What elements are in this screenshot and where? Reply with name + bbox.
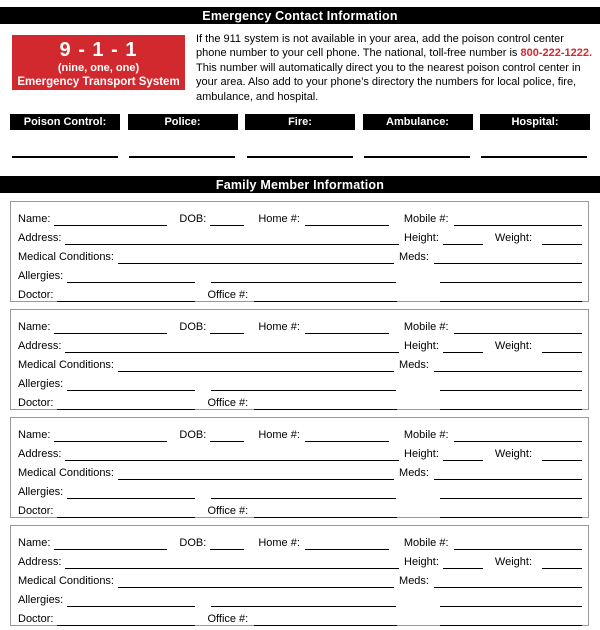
member-row-allergies [18, 264, 582, 283]
meds-label: Meds: [399, 467, 429, 480]
meds-blank[interactable] [434, 467, 582, 480]
office-phone-label: Office #: [207, 505, 249, 518]
instructions-paragraph [196, 32, 594, 104]
office-phone-blank[interactable] [254, 289, 397, 302]
allergies-continued-blank[interactable] [211, 486, 396, 499]
poison-control-number-blank[interactable] [12, 156, 118, 158]
medical-conditions-blank[interactable] [118, 251, 394, 264]
meds-label: Meds: [399, 359, 429, 372]
address-label: Address: [18, 340, 62, 353]
meds-continued-blank-1[interactable] [440, 378, 582, 391]
meds-blank[interactable] [434, 359, 582, 372]
instructions-text-before: If the 911 system is not available in your area, add the poison control center phone number to your cell phone. The national, toll-free number is [196, 33, 564, 60]
dob-label: DOB: [179, 429, 207, 442]
meds-label: Meds: [399, 251, 429, 264]
home-phone-label: Home #: [258, 429, 300, 442]
home-phone-blank[interactable] [305, 429, 389, 442]
meds-blank[interactable] [434, 251, 582, 264]
allergies-label: Allergies: [18, 378, 64, 391]
address-label: Address: [18, 232, 62, 245]
medical-conditions-label: Medical Conditions: [18, 575, 114, 588]
doctor-blank[interactable] [57, 613, 195, 626]
poison-control-phone-number: 800-222-1222. [520, 47, 593, 60]
mobile-phone-blank[interactable] [454, 321, 582, 334]
address-blank[interactable] [65, 448, 399, 461]
weight-blank[interactable] [542, 448, 582, 461]
doctor-blank[interactable] [57, 289, 195, 302]
member-row-medical [18, 569, 582, 588]
height-label: Height: [404, 556, 439, 569]
mobile-phone-blank[interactable] [454, 429, 582, 442]
mobile-phone-blank[interactable] [454, 537, 582, 550]
family-section-title-bar [0, 176, 600, 193]
member-row-address [18, 442, 582, 461]
family-member-card [10, 525, 589, 626]
height-label: Height: [404, 448, 439, 461]
medical-conditions-blank[interactable] [118, 467, 394, 480]
member-row-address [18, 226, 582, 245]
emergency-contacts-labels-row [10, 114, 590, 130]
meds-continued-blank-2[interactable] [440, 289, 582, 302]
contact-label-fire: Fire: [245, 114, 355, 130]
meds-continued-blank-2[interactable] [440, 613, 582, 626]
doctor-label: Doctor: [18, 613, 54, 626]
medical-conditions-label: Medical Conditions: [18, 359, 114, 372]
office-phone-label: Office #: [207, 613, 249, 626]
page-title: Emergency Contact Information [202, 8, 398, 23]
name-blank[interactable] [54, 537, 167, 550]
name-blank[interactable] [54, 321, 167, 334]
meds-continued-blank-2[interactable] [440, 397, 582, 410]
name-label: Name: [18, 429, 51, 442]
911-caption: Emergency Transport System [17, 76, 180, 88]
ambulance-number-blank[interactable] [364, 156, 470, 158]
dob-blank[interactable] [210, 429, 244, 442]
member-row-doctor [18, 391, 582, 410]
address-label: Address: [18, 556, 62, 569]
contact-label-poison-control: Poison Control: [10, 114, 120, 130]
doctor-blank[interactable] [57, 397, 195, 410]
family-section-title: Family Member Information [215, 177, 385, 192]
allergies-blank[interactable] [67, 486, 195, 499]
family-member-card [10, 417, 589, 518]
allergies-blank[interactable] [67, 270, 195, 283]
doctor-label: Doctor: [18, 397, 54, 410]
allergies-continued-blank[interactable] [211, 270, 396, 283]
allergies-blank[interactable] [67, 378, 195, 391]
hospital-number-blank[interactable] [481, 156, 587, 158]
police-number-blank[interactable] [129, 156, 235, 158]
allergies-label: Allergies: [18, 270, 64, 283]
member-row-name [18, 315, 582, 334]
office-phone-blank[interactable] [254, 505, 397, 518]
name-blank[interactable] [54, 213, 167, 226]
home-phone-blank[interactable] [305, 321, 389, 334]
member-row-allergies [18, 588, 582, 607]
member-row-doctor [18, 283, 582, 302]
weight-blank[interactable] [542, 340, 582, 353]
member-row-allergies [18, 480, 582, 499]
911-callout-box [12, 35, 185, 90]
name-label: Name: [18, 537, 51, 550]
instructions-text-after: This number will automatically direct you to the nearest poison control center in your area. Also add to your phone’s directory the numbers for local police, fire, ambulance, and hospital. [196, 61, 581, 103]
member-row-address [18, 550, 582, 569]
911-number: 9 - 1 - 1 [59, 39, 138, 61]
member-row-name [18, 207, 582, 226]
meds-continued-blank-2[interactable] [440, 505, 582, 518]
medical-conditions-blank[interactable] [118, 359, 394, 372]
height-label: Height: [404, 340, 439, 353]
emergency-contact-form [0, 7, 600, 630]
weight-label: Weight: [494, 232, 532, 245]
medical-conditions-blank[interactable] [118, 575, 394, 588]
doctor-blank[interactable] [57, 505, 195, 518]
home-phone-blank[interactable] [305, 213, 389, 226]
member-row-medical [18, 353, 582, 372]
dob-label: DOB: [179, 321, 207, 334]
member-row-address [18, 334, 582, 353]
meds-continued-blank-1[interactable] [440, 594, 582, 607]
member-row-medical [18, 461, 582, 480]
weight-label: Weight: [494, 556, 532, 569]
member-row-doctor [18, 607, 582, 626]
office-phone-label: Office #: [207, 289, 249, 302]
address-label: Address: [18, 448, 62, 461]
family-member-card [10, 201, 589, 302]
doctor-label: Doctor: [18, 505, 54, 518]
family-member-card [10, 309, 589, 410]
meds-blank[interactable] [434, 575, 582, 588]
fire-number-blank[interactable] [247, 156, 353, 158]
height-blank[interactable] [443, 556, 483, 569]
doctor-label: Doctor: [18, 289, 54, 302]
office-phone-label: Office #: [207, 397, 249, 410]
page-title-bar [0, 7, 600, 24]
family-members-list [0, 201, 600, 626]
weight-label: Weight: [494, 448, 532, 461]
member-row-medical [18, 245, 582, 264]
member-row-allergies [18, 372, 582, 391]
office-phone-blank[interactable] [254, 613, 397, 626]
mobile-phone-blank[interactable] [454, 213, 582, 226]
mobile-phone-label: Mobile #: [403, 537, 449, 550]
contact-label-hospital: Hospital: [480, 114, 590, 130]
home-phone-blank[interactable] [305, 537, 389, 550]
intro-section [12, 33, 594, 104]
dob-blank[interactable] [210, 213, 244, 226]
medical-conditions-label: Medical Conditions: [18, 467, 114, 480]
member-row-name [18, 423, 582, 442]
home-phone-label: Home #: [258, 537, 300, 550]
dob-label: DOB: [179, 537, 207, 550]
home-phone-label: Home #: [258, 213, 300, 226]
height-blank[interactable] [443, 232, 483, 245]
weight-label: Weight: [494, 340, 532, 353]
name-blank[interactable] [54, 429, 167, 442]
allergies-label: Allergies: [18, 594, 64, 607]
member-row-doctor [18, 499, 582, 518]
allergies-continued-blank[interactable] [211, 378, 396, 391]
meds-continued-blank-1[interactable] [440, 270, 582, 283]
meds-label: Meds: [399, 575, 429, 588]
medical-conditions-label: Medical Conditions: [18, 251, 114, 264]
allergies-label: Allergies: [18, 486, 64, 499]
meds-continued-blank-1[interactable] [440, 486, 582, 499]
emergency-contacts-blanks-row [12, 156, 587, 158]
mobile-phone-label: Mobile #: [403, 213, 449, 226]
address-blank[interactable] [65, 556, 399, 569]
weight-blank[interactable] [542, 556, 582, 569]
height-blank[interactable] [443, 448, 483, 461]
address-blank[interactable] [65, 340, 399, 353]
weight-blank[interactable] [542, 232, 582, 245]
mobile-phone-label: Mobile #: [403, 321, 449, 334]
height-label: Height: [404, 232, 439, 245]
allergies-continued-blank[interactable] [211, 594, 396, 607]
member-row-name [18, 531, 582, 550]
allergies-blank[interactable] [67, 594, 195, 607]
height-blank[interactable] [443, 340, 483, 353]
address-blank[interactable] [65, 232, 399, 245]
911-pronunciation: (nine, one, one) [57, 62, 140, 74]
contact-label-ambulance: Ambulance: [363, 114, 473, 130]
dob-blank[interactable] [210, 321, 244, 334]
name-label: Name: [18, 321, 51, 334]
dob-label: DOB: [179, 213, 207, 226]
name-label: Name: [18, 213, 51, 226]
mobile-phone-label: Mobile #: [403, 429, 449, 442]
home-phone-label: Home #: [258, 321, 300, 334]
office-phone-blank[interactable] [254, 397, 397, 410]
dob-blank[interactable] [210, 537, 244, 550]
contact-label-police: Police: [128, 114, 238, 130]
